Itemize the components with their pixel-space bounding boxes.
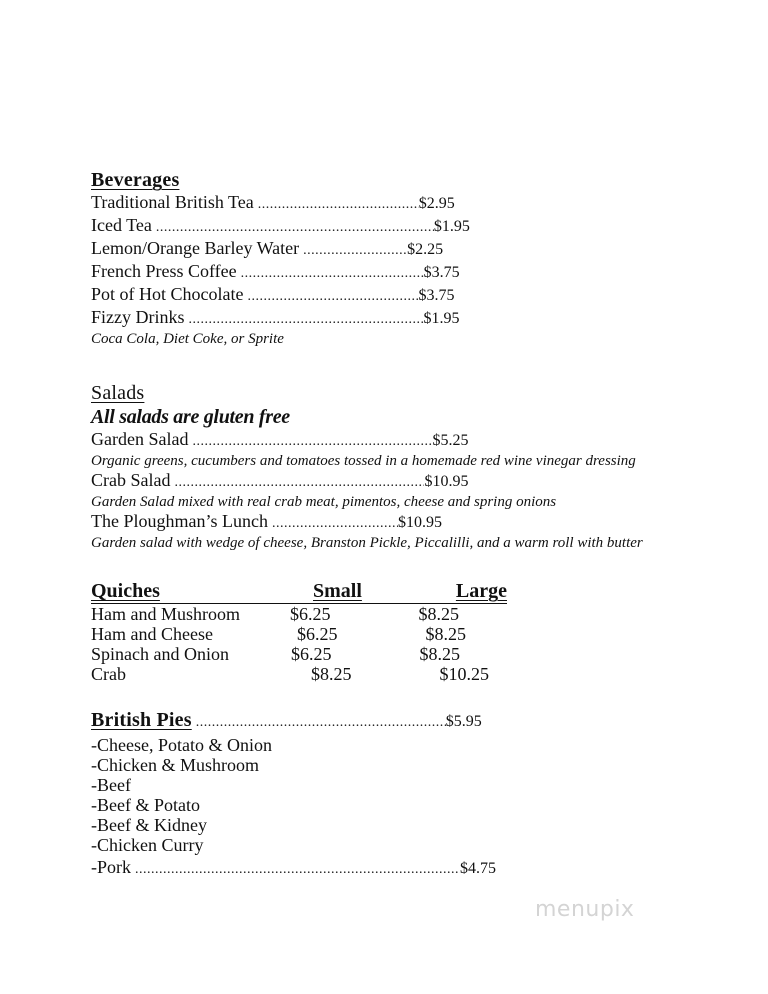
item-price: $10.95: [424, 473, 469, 490]
item-name: -Pork: [91, 857, 131, 877]
beverages-note: Coca Cola, Diet Coke, or Sprite: [91, 331, 284, 347]
quiches-heading: Quiches: [91, 580, 160, 602]
item-name: Ham and Cheese: [91, 624, 213, 644]
pie-item: -Chicken Curry: [91, 835, 204, 855]
pie-item: -Chicken & Mushroom: [91, 755, 259, 775]
item-price: $2.25: [407, 241, 444, 258]
salads-subheading: All salads are gluten free: [91, 406, 290, 428]
leader-dots: [303, 241, 407, 261]
item-name: Ham and Mushroom: [91, 604, 240, 624]
british-pies-price: $5.95: [445, 713, 482, 730]
pie-item: -Beef & Potato: [91, 795, 200, 815]
menu-item: [91, 511, 691, 534]
large-price: $8.25: [419, 644, 460, 664]
item-name: The Ploughman’s Lunch: [91, 511, 268, 531]
item-name: Spinach and Onion: [91, 644, 229, 664]
leader-dots: [196, 711, 446, 735]
item-name: Garden Salad: [91, 429, 189, 449]
menu-item: [91, 215, 691, 238]
item-name: Lemon/Orange Barley Water: [91, 238, 300, 258]
column-small: Small: [313, 580, 362, 602]
item-name: Fizzy Drinks: [91, 307, 185, 327]
leader-dots: [192, 432, 432, 452]
small-price: $6.25: [296, 624, 338, 644]
small-price: $6.25: [290, 644, 332, 664]
leader-dots: [189, 310, 424, 330]
item-price: $4.75: [460, 860, 496, 877]
menu-item: [91, 238, 691, 261]
pie-item: -Beef & Kidney: [91, 815, 207, 835]
item-price: $3.75: [423, 264, 460, 281]
menu-page: [91, 168, 691, 880]
item-name: Crab Salad: [91, 470, 171, 490]
large-price: $10.25: [439, 664, 489, 684]
pie-item: -Cheese, Potato & Onion: [91, 735, 272, 755]
menu-item: [91, 284, 691, 307]
small-price: $6.25: [289, 604, 331, 624]
column-large: Large: [455, 580, 507, 602]
british-pies-section: [91, 708, 691, 880]
item-name: Pot of Hot Chocolate: [91, 284, 244, 304]
quiche-row: [91, 644, 691, 664]
small-price: $8.25: [311, 664, 352, 684]
pie-item: -Beef: [91, 775, 131, 795]
menu-item: [91, 307, 691, 330]
quiche-row: [91, 664, 691, 684]
british-pies-header: [91, 708, 691, 735]
item-price: $2.95: [418, 195, 455, 212]
leader-dots: [135, 860, 460, 880]
item-description: Garden salad with wedge of cheese, Branston Pickle, Piccalilli, and a warm roll with butter: [91, 535, 643, 551]
watermark-faint-line: [532, 880, 680, 888]
leader-dots: [156, 218, 434, 238]
item-price: $3.75: [418, 287, 455, 304]
item-name: Iced Tea: [91, 215, 152, 235]
salads-heading: Salads: [91, 382, 145, 404]
item-description: Garden Salad mixed with real crab meat, pimentos, cheese and spring onions: [91, 494, 557, 510]
menu-item: [91, 429, 691, 452]
quiches-header-row: [91, 580, 507, 604]
quiche-row: [91, 624, 691, 644]
pie-item-pork: [91, 857, 691, 880]
item-price: $1.95: [423, 310, 460, 327]
menu-item: [91, 192, 691, 215]
item-name: Crab: [91, 664, 126, 684]
item-price: $10.95: [397, 514, 442, 531]
salads-section: [91, 381, 691, 552]
leader-dots: [272, 514, 398, 534]
beverages-section: [91, 168, 691, 348]
menu-item: [91, 261, 691, 284]
beverages-heading: Beverages: [91, 169, 180, 191]
leader-dots: [174, 473, 424, 493]
large-price: $8.25: [418, 604, 459, 624]
item-price: $1.95: [433, 218, 470, 235]
leader-dots: [258, 195, 419, 215]
menu-item: [91, 470, 691, 493]
leader-dots: [241, 264, 424, 284]
british-pies-heading: British Pies: [91, 709, 192, 731]
item-price: $5.25: [432, 432, 469, 449]
menupix-watermark: menupix: [535, 897, 635, 922]
quiche-row: [91, 604, 691, 624]
item-description: Organic greens, cucumbers and tomatoes tossed in a homemade red wine vinegar dressing: [91, 453, 636, 469]
item-name: Traditional British Tea: [91, 192, 254, 212]
quiches-section: [91, 580, 691, 684]
leader-dots: [247, 287, 418, 307]
item-name: French Press Coffee: [91, 261, 237, 281]
large-price: $8.25: [425, 624, 466, 644]
